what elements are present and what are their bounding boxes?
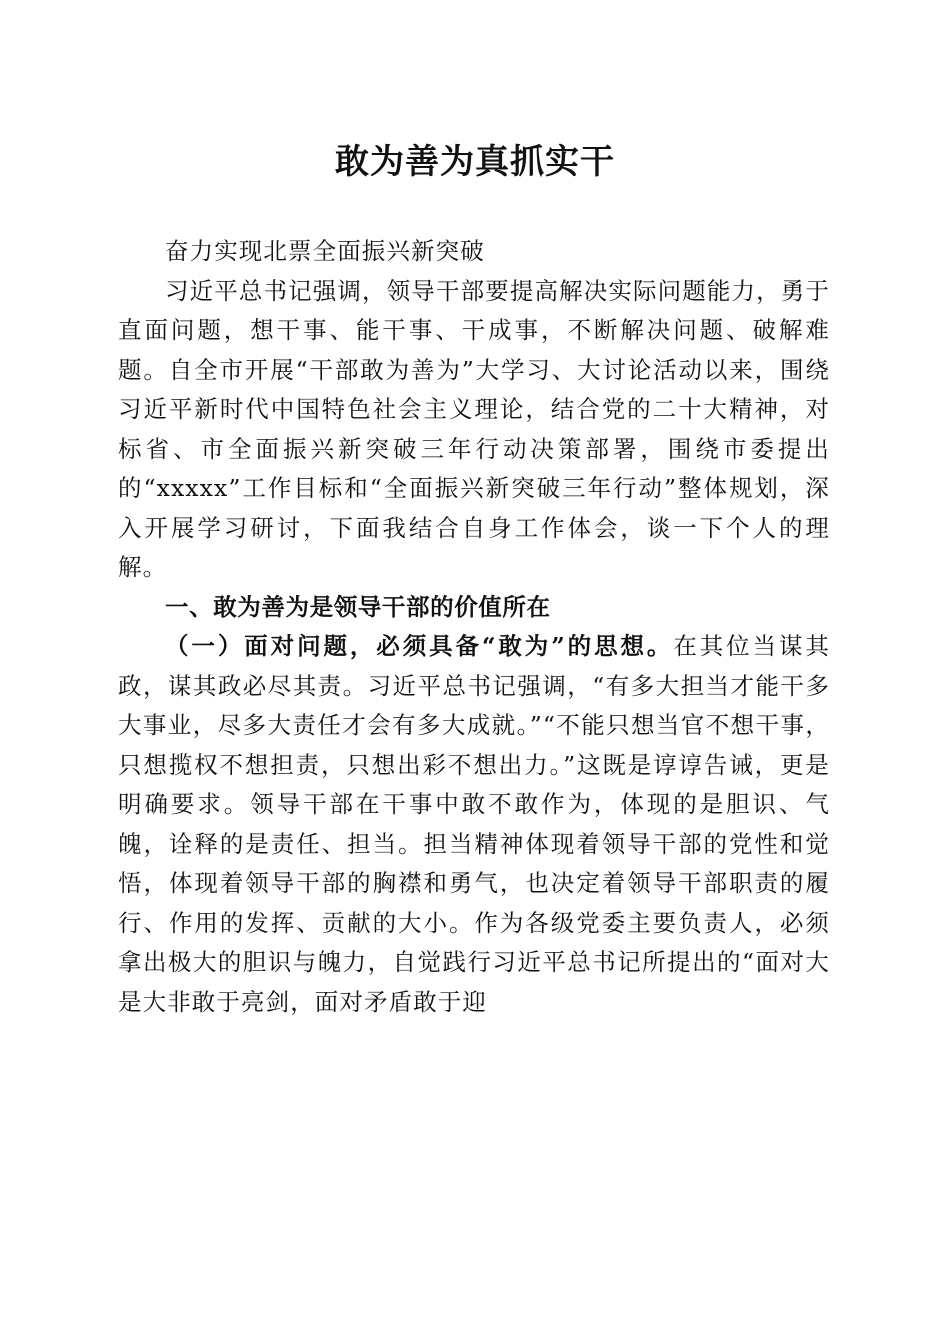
document-body — [118, 232, 830, 1022]
intro-paragraph: 习近平总书记强调，领导干部要提高解决实际问题能力，勇于直面问题，想干事、能干事、干成事，不断解决问题、破解难题。自全市开展“干部敢为善为”大学习、大讨论活动以来，围绕习近平新时代中国特色社会主义理论，结合党的二十大精神，对标省、市全面振兴新突破三年行动决策部署，围绕市委提出的“xxxxx”工作目标和“全面振兴新突破三年行动”整体规划，深入开展学习研讨，下面我结合自身工作体会，谈一下个人的理解。 — [118, 276, 830, 581]
document-title: 敢为善为真抓实干 — [335, 142, 615, 182]
subsection-text-1: 在其位当谋其政，谋其政必尽其责。习近平总书记强调，“有多大担当才能干多大事业，尽多大责任才会有多大成就。”“不能只想当官不想干事，只想揽权不想担责，只想出彩不想出力。”这既是谆谆告诫，更是明确要求。领导干部在干事中敢不敢作为，体现的是胆识、气魄，诠释的是责任、担当。担当精神体现着领导干部的党性和觉悟，体现着领导干部的胸襟和勇气，也决定着领导干部职责的履行、作用的发挥、贡献的大小。作为各级党委主要负责人，必须拿出极大的胆识与魄力，自觉践行习近平总书记所提出的“面对大是大非敢于亮剑，面对矛盾敢于迎 — [118, 632, 830, 1016]
subtitle-line: 奋力实现北票全面振兴新突破 — [165, 237, 485, 265]
subsection-lead-1: （一）面对问题，必须具备“敢为”的思想。 — [165, 632, 674, 660]
section-heading-1: 一、敢为善为是领导干部的价值所在 — [165, 592, 551, 621]
subsection-paragraph-1 — [118, 627, 830, 1022]
